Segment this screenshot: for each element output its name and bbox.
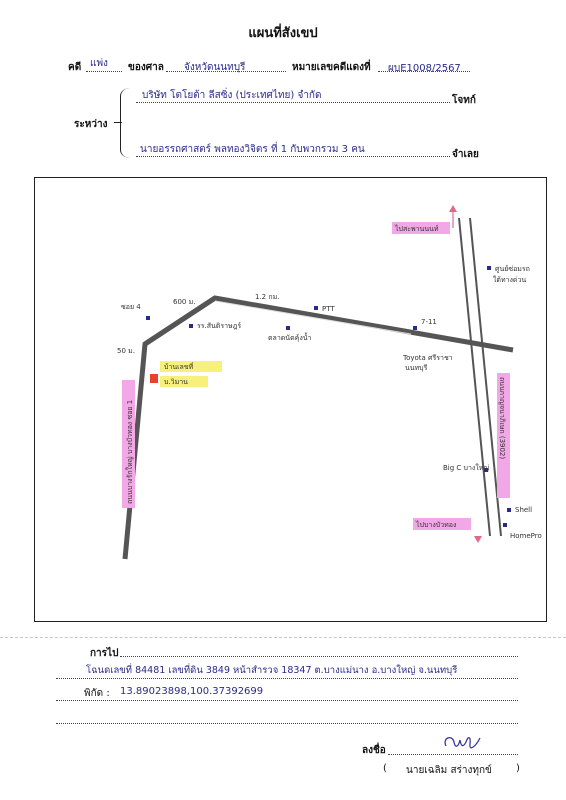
plaintiff-dots <box>136 102 450 103</box>
place-shell: Shell <box>515 506 533 514</box>
marker-hospital <box>487 266 491 270</box>
defendant-name: นายอรรถศาสตร์ พลทองวิจิตร ที่ 1 กับพวกรวม 3 คน <box>140 144 365 155</box>
sign-label: ลงชื่อ <box>362 745 386 756</box>
marker-shell <box>507 508 511 512</box>
marker-school <box>189 324 193 328</box>
left-road-label: ถนนบางรักใหญ่ บางบัวทอง ซอย 1 <box>126 399 134 504</box>
between-label: ระหว่าง <box>74 119 108 130</box>
blank-dots <box>56 723 518 724</box>
marker-market <box>286 326 290 330</box>
case-label: คดี <box>68 62 82 73</box>
footer-separator <box>0 637 566 638</box>
marker-ptt <box>314 306 318 310</box>
road-centerline <box>215 301 411 334</box>
red-no-value: ผบE1008/2567 <box>388 63 461 74</box>
coords-label: พิกัด : <box>84 688 110 699</box>
map-svg <box>35 178 546 621</box>
directions-dots-2 <box>56 678 518 679</box>
case-type-dots <box>86 71 122 72</box>
target-label: บ.วิมาน <box>164 378 188 386</box>
directions-label: การไป <box>90 648 119 659</box>
target-note: บ้านเลขที่ <box>164 363 194 371</box>
place-toyota-sub: นนทบุรี <box>405 364 428 372</box>
south-arrow-icon <box>474 536 482 543</box>
dist-a-label: ซอย 4 <box>121 303 141 311</box>
red-no-dots <box>378 71 470 72</box>
dist-short-label: 50 ม. <box>117 347 135 355</box>
marker-a <box>146 316 150 320</box>
paren-close: ) <box>516 763 520 774</box>
place-toyota: Toyota ศรีราชา <box>403 354 453 362</box>
dist-top-label: 1.2 กม. <box>255 293 280 301</box>
place-market: ตลาดนัดคุ้งน้ำ <box>268 334 312 342</box>
target-marker <box>150 374 158 383</box>
case-type: แพ่ง <box>90 58 108 69</box>
defendant-role: จำเลย <box>452 149 479 160</box>
marker-homepro <box>503 523 507 527</box>
place-homepro: HomePro <box>510 532 542 540</box>
red-no-label: หมายเลขคดีแดงที่ <box>292 62 371 73</box>
marker-7eleven <box>413 326 417 330</box>
signature-image <box>440 732 488 756</box>
plaintiff-role: โจทก์ <box>452 95 476 106</box>
place-7eleven: 7-11 <box>421 318 437 326</box>
paren-open: ( <box>383 763 387 774</box>
court-label: ของศาล <box>128 62 164 73</box>
court-value: จังหวัดนนทบุรี <box>184 62 246 73</box>
north-label: ไปสะพานนนท์ <box>395 225 439 233</box>
page-title: แผนที่สังเขป <box>248 26 318 41</box>
coords-dots <box>56 700 518 701</box>
dist-left-label: 600 ม. <box>173 298 196 306</box>
defendant-dots <box>136 156 450 157</box>
directions-text: โฉนดเลขที่ 84481 เลขที่ดิน 3849 หน้าสำรวจ 18347 ต.บางแม่นาง อ.บางใหญ่ จ.นนทบุรี <box>86 665 458 676</box>
north-arrow-icon <box>449 205 457 212</box>
plaintiff-name: บริษัท โตโยต้า ลีสซิ่ง (ประเทศไทย) จำกัด <box>142 90 322 101</box>
south-label: ไปบางบัวทอง <box>416 521 457 529</box>
directions-dots-1 <box>120 656 518 657</box>
right-road-label: ถนนกาญจนาภิเษก (3902) <box>498 377 506 460</box>
party-brace-tip <box>114 122 122 123</box>
party-brace <box>120 88 131 158</box>
place-bigc: Big C บางใหญ่ <box>443 464 490 472</box>
signer-name: นายเฉลิม สร่างทุกข์ <box>406 765 492 776</box>
place-hospital: ศูนย์ซ่อมรถ <box>495 265 530 273</box>
map-frame <box>34 177 547 622</box>
place-ptt: PTT <box>322 305 335 313</box>
court-dots <box>166 71 286 72</box>
place-school: รร.สันติราษฎร์ <box>197 322 242 330</box>
place-hospital-sub: ใต้ทางด่วน <box>493 276 527 284</box>
coords-value: 13.89023898,100.37392699 <box>120 686 264 697</box>
